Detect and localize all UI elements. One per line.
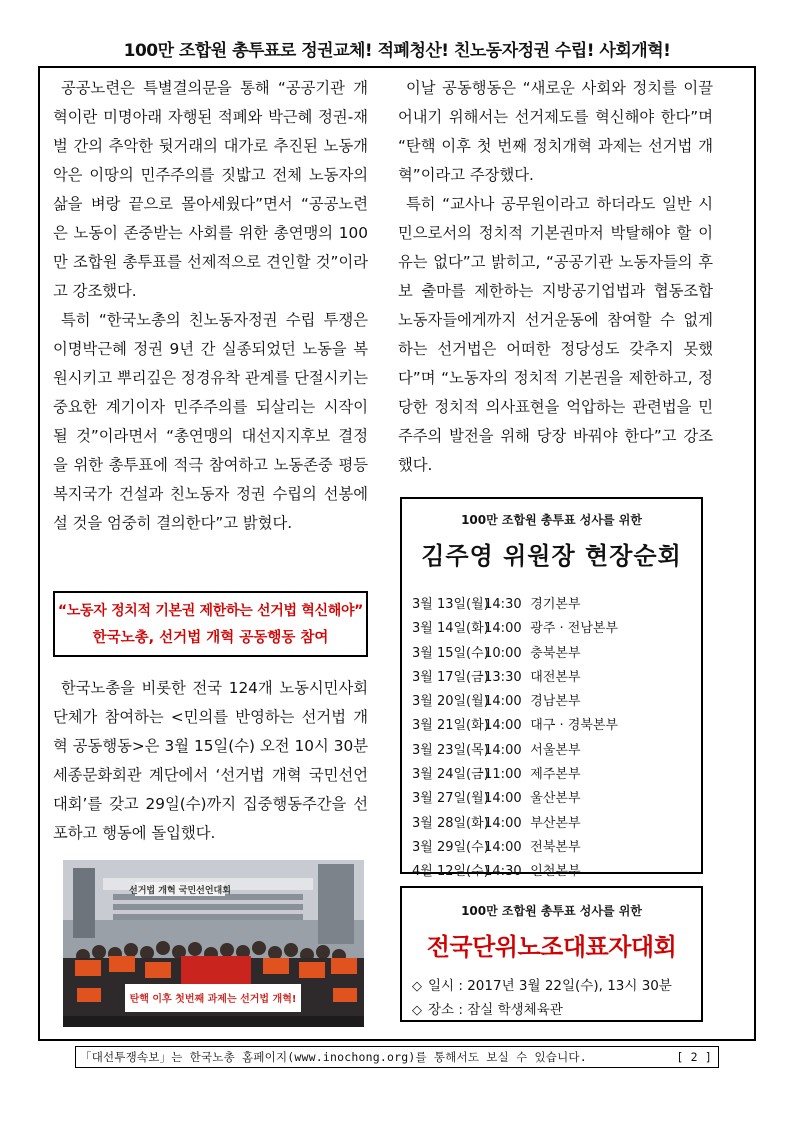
headline-callout	[53, 591, 368, 657]
schedule-item: 3월 15일(수) 10:00 충북본부	[412, 645, 581, 661]
right-column	[398, 74, 713, 480]
schedule-item: 3월 28일(화) 14:00 부산본부	[412, 815, 581, 831]
page-footer	[75, 1046, 719, 1068]
page-number: [ 2 ]	[676, 1050, 712, 1064]
rally-info-box	[400, 886, 703, 1022]
tour-schedule-box	[400, 497, 703, 880]
schedule-item: 3월 24일(금) 11:00 제주본부	[412, 767, 581, 783]
diamond-icon: ◇	[412, 979, 422, 994]
rally-place-row: ◇ 장소 : 잠실 학생체육관	[412, 998, 701, 1022]
rally-title: 전국단위노조대표자대회	[426, 933, 677, 961]
schedule-item: 3월 20일(월) 14:00 경남본부	[412, 694, 581, 710]
article-paragraph: 공공노련은 특별결의문을 통해 “공공기관 개혁이란 미명아래 자행된 적폐와 박근혜 정권-재벌 간의 추악한 뒷거래의 대가로 추진된 노동개악은 이땅의 민주주의를 짓밟고 전체 노동자의 삶을 벼랑 끝으로 몰아세웠다”면서 “공공노련은 노동이 존중받는 사회를 위한 총연맹의 100만 조합원 총투표를 선제적으로 견인할 것”이라고 강조했다.	[53, 79, 368, 300]
tour-schedule-list	[412, 593, 701, 885]
rally-subtitle: 100만 조합원 총투표 성사를 위한	[461, 904, 642, 918]
schedule-item: 3월 29일(수) 14:00 전북본부	[412, 839, 581, 855]
callout-line-1: “노동자 정치적 기본권 제한하는 선거법 혁신해야”	[57, 603, 364, 619]
schedule-item: 3월 13일(월) 14:30 경기본부	[412, 597, 581, 612]
footer-text: 「대선투쟁속보」는 한국노총 홈페이지(www.inochong.org)를 통해서도 보실 수 있습니다.	[80, 1050, 587, 1064]
tour-subtitle: 100만 조합원 총투표 성사를 위한	[461, 513, 642, 527]
article-paragraph: 특히 “교사나 공무원이라고 하더라도 일반 시민으로서의 정치적 기본권마저 박탈해야 할 이유는 없다”고 밝히고, “공공기관 노동자들의 후보 출마를 제한하는 지방공기업법과 협동조합 노동자들에게까지 선거운동에 참여할 수 없게 하는 선거법은 어떠한 정당성도 갖추지 못했다”며 “노동자의 정치적 기본권을 제한하고, 정당한 정치적 의사표현을 억압하는 관련법을 민주주의 발전을 위해 당장 바꿔야 한다”고 강조했다.	[398, 195, 713, 474]
schedule-item: 3월 27일(월) 14:00 울산본부	[412, 791, 581, 807]
left-column-lower	[53, 674, 368, 848]
rally-photo	[63, 860, 364, 1027]
schedule-item: 3월 23일(목) 14:00 서울본부	[412, 742, 581, 758]
schedule-item: 4월 12일(수) 14:30 인천본부	[412, 864, 581, 880]
photo-banner-main: 탄핵 이후 첫번째 과제는 선거법 개혁!	[129, 994, 297, 1005]
article-paragraph: 이날 공동행동은 “새로운 사회와 정치를 이끌어내기 위해서는 선거제도를 혁신해야 한다”며 “탄핵 이후 첫 번째 정치개혁 과제는 선거법 개혁”이라고 주장했다.	[398, 79, 713, 184]
callout-line-2: 한국노총, 선거법 개혁 공동행동 참여	[92, 630, 329, 646]
page-title: 100만 조합원 총투표로 정권교체! 적폐청산! 친노동자정권 수립! 사회개혁!	[123, 41, 671, 61]
tour-title: 김주영 위원장 현장순회	[421, 542, 682, 570]
schedule-item: 3월 21일(화) 14:00 대구 · 경북본부	[412, 718, 619, 734]
rally-date-row: ◇ 일시 : 2017년 3월 22일(수), 13시 30분	[412, 974, 701, 998]
left-column	[53, 74, 368, 538]
schedule-item: 3월 17일(금) 13:30 대전본부	[412, 669, 581, 685]
photo-banner-top: 선거법 개혁 국민선언대회	[129, 886, 231, 896]
article-paragraph: 한국노총을 비롯한 전국 124개 노동시민사회단체가 참여하는 <민의를 반영하는 선거법 개혁 공동행동>은 3월 15일(수) 오전 10시 30분 세종문화회관 계단에서 ‘선거법 개혁 국민선언대회’를 갖고 29일(수)까지 집중행동주간을 선포하고 행동에 돌입했다.	[53, 679, 368, 842]
article-paragraph: 특히 “한국노총의 친노동자정권 수립 투쟁은 이명박근혜 정권 9년 간 실종되었던 노동을 복원시키고 뿌리깊은 정경유착 관계를 단절시키는 중요한 계기이자 민주주의를 되살리는 시작이 될 것”이라면서 “총연맹의 대선지지후보 결정을 위한 총투표에 적극 참여하고 노동존중 평등복지국가 건설과 친노동자 정권 수립의 선봉에 설 것을 엄중히 결의한다”고 밝혔다.	[53, 311, 368, 532]
schedule-item: 3월 14일(화) 14:00 광주 · 전남본부	[412, 621, 619, 637]
diamond-icon: ◇	[412, 1003, 422, 1018]
